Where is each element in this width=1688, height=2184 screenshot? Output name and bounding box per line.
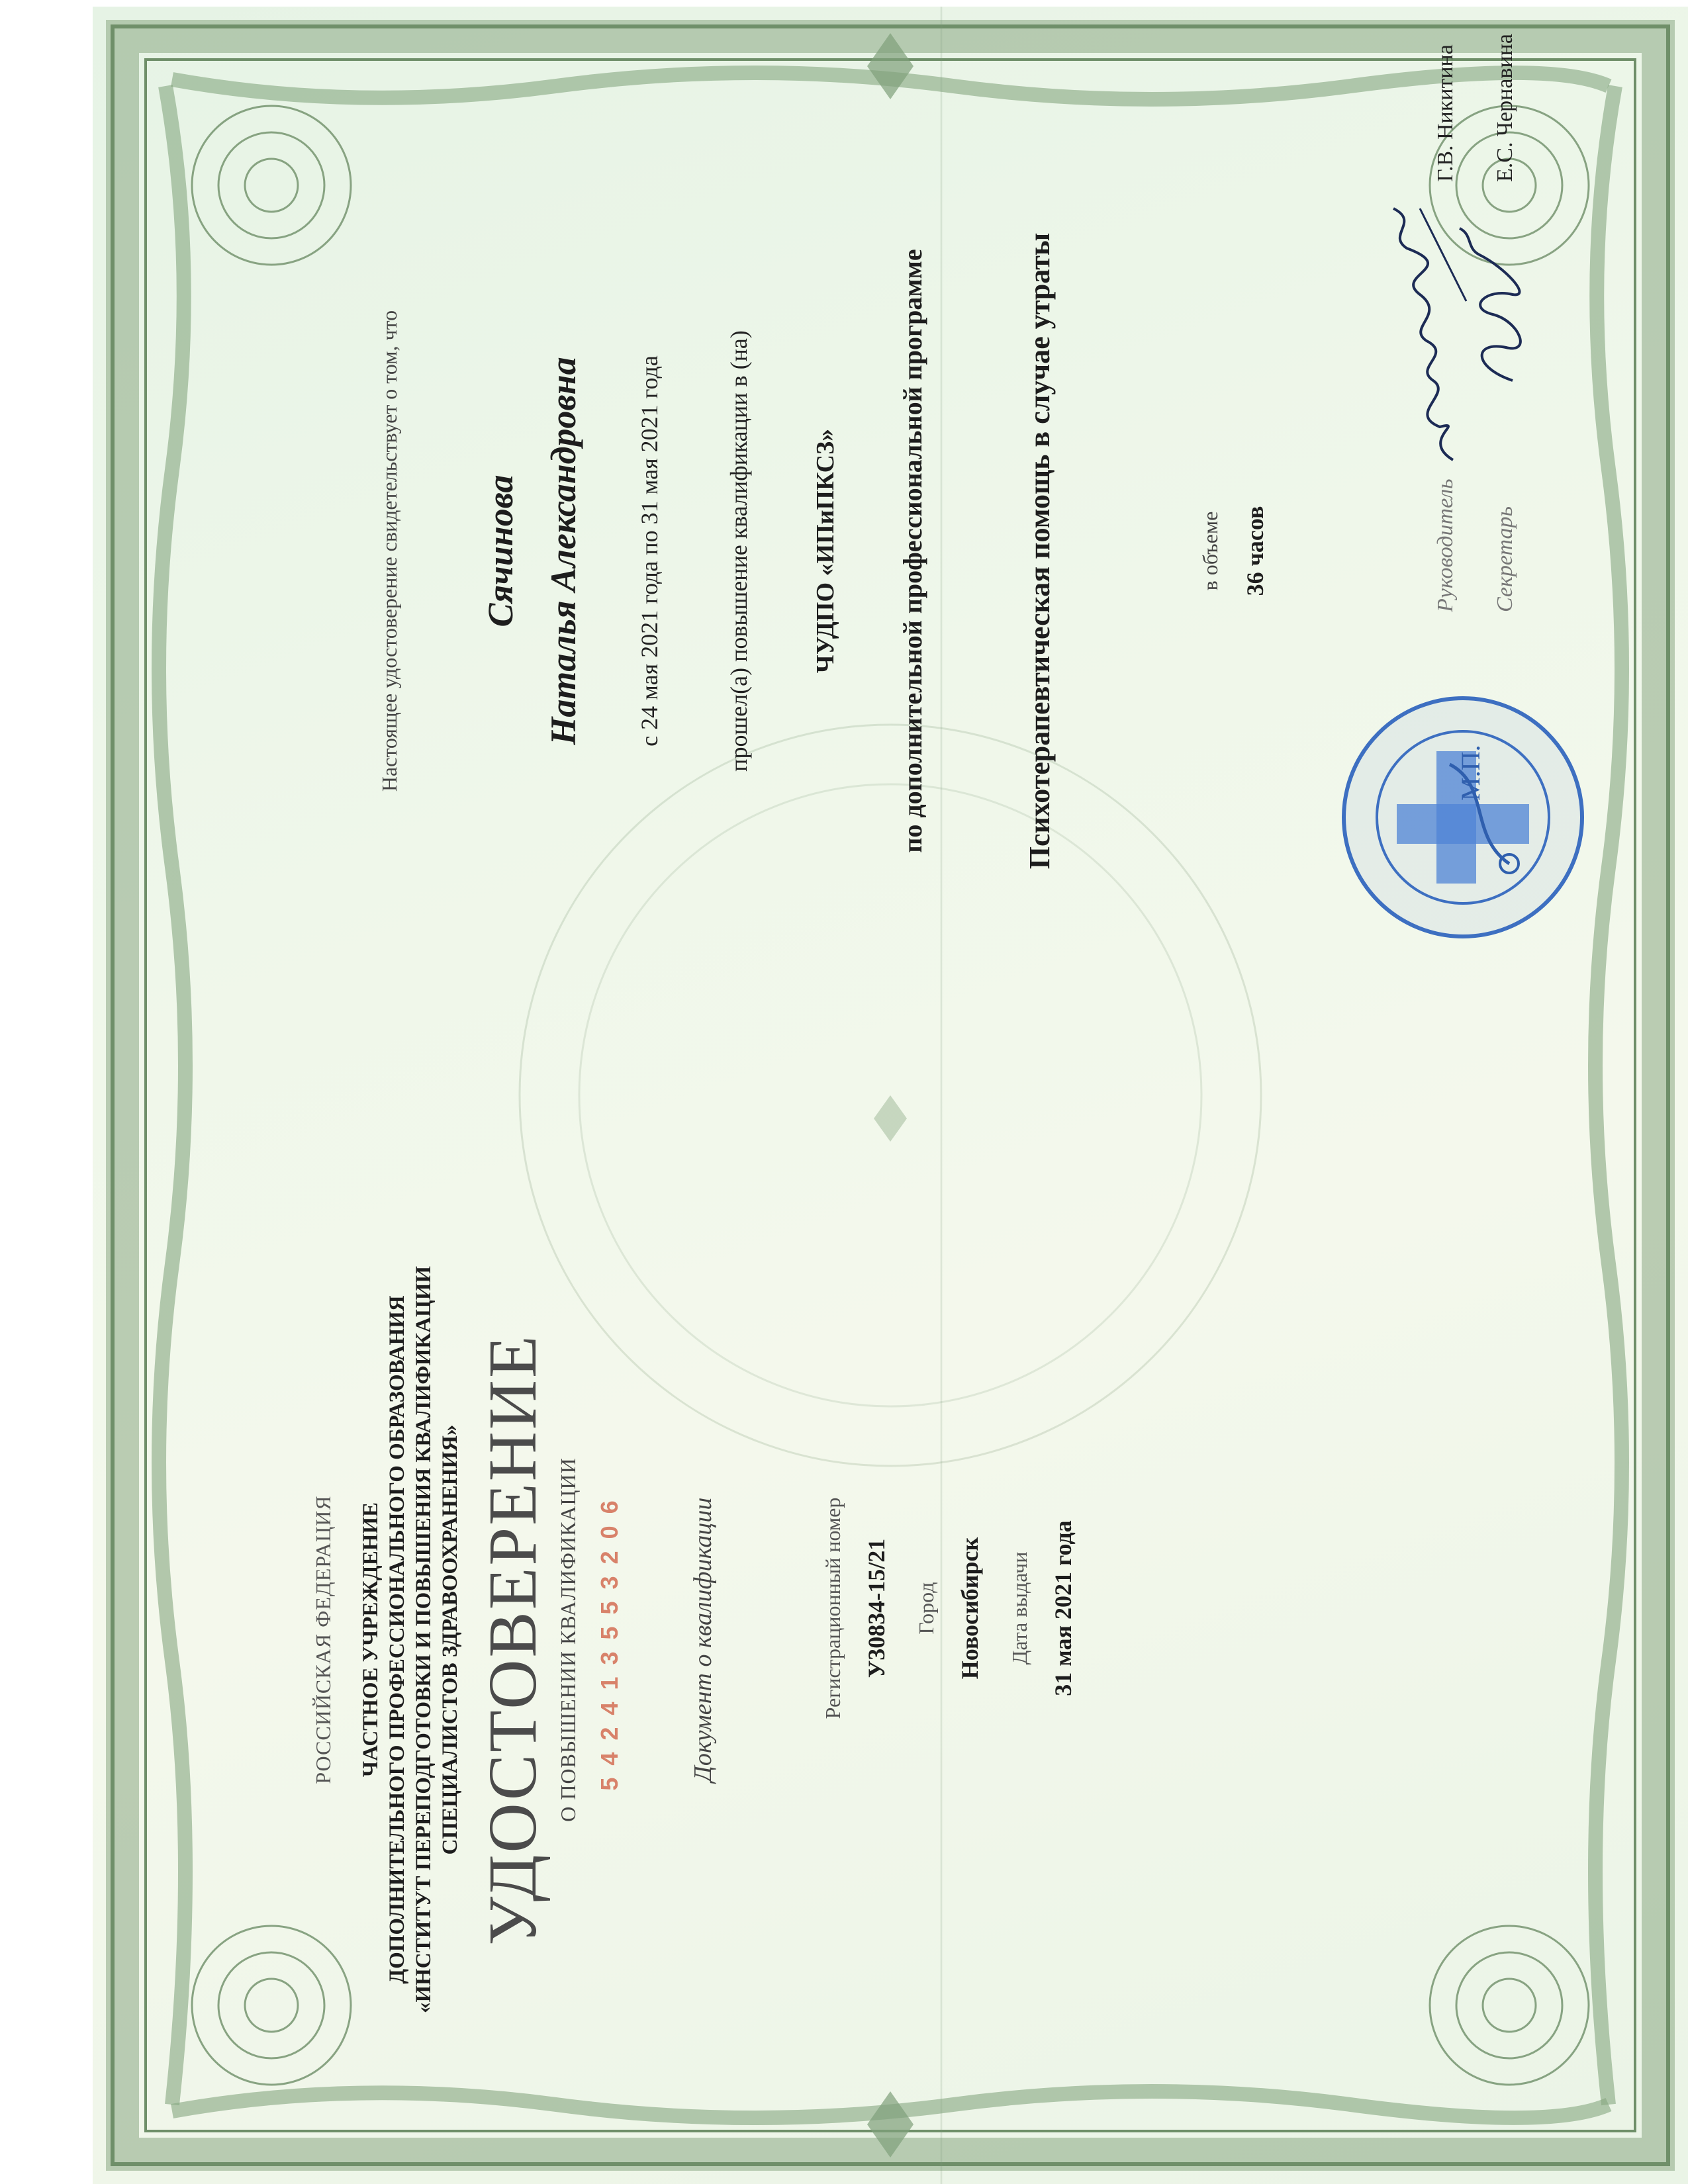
org-line: «ИНСТИТУТ ПЕРЕПОДГОТОВКИ И ПОВЫШЕНИЯ КВАЛИФИКАЦИИ: [412, 1265, 436, 2014]
org-line: ДОПОЛНИТЕЛЬНОГО ПРОФЕССИОНАЛЬНОГО ОБРАЗОВАНИЯ: [385, 1295, 409, 1984]
reg-number-value: У30834-15/21: [863, 1538, 890, 1678]
issue-date-value: 31 мая 2021 года: [1050, 1520, 1076, 1696]
certificate-sheet: [93, 7, 1688, 2184]
secretary-signature-row: [1493, 17, 1532, 612]
secretary-name: Е.С. Чернавина: [1493, 34, 1517, 182]
city-label: Город: [914, 1582, 938, 1635]
hours-value: 36 часов: [1242, 506, 1268, 596]
head-name: Г.В. Никитина: [1433, 44, 1458, 182]
program-label: по дополнительной профессиональной программе: [898, 249, 927, 853]
institution-name: ЧУДПО «ИПиПКСЗ»: [812, 428, 839, 674]
secretary-role: Секретарь: [1493, 506, 1517, 612]
country-label: РОССИЙСКАЯ ФЕДЕРАЦИЯ: [311, 1495, 335, 1784]
cover-page: [93, 1095, 1688, 2184]
passed-text: прошел(а) повышение квалификации в (на): [726, 330, 752, 772]
holder-surname: Сячинова: [481, 475, 520, 627]
blank-number: 542413553206: [596, 1488, 623, 1791]
program-name: Психотерапевтическая помощь в случае утраты: [1023, 232, 1056, 870]
document-title: УДОСТОВЕРЕНИЕ: [475, 1334, 551, 1946]
head-role: Руководитель: [1433, 478, 1458, 612]
volume-label: в объеме: [1198, 511, 1222, 591]
city-value: Новосибирск: [957, 1537, 983, 1680]
content-page: [93, 7, 1688, 1095]
document-type: Документ о квалификации: [689, 1497, 717, 1782]
registration-block: [821, 1377, 1077, 1840]
holder-name: Наталья Александровна: [543, 357, 583, 745]
org-line: ЧАСТНОЕ УЧРЕЖДЕНИЕ: [359, 1502, 383, 1778]
official-stamp: [1337, 692, 1589, 943]
stamp-mp: М.П.: [1456, 745, 1485, 801]
secretary-signature: [1446, 222, 1539, 394]
intro-text: Настоящее удостоверение свидетельствует о том, что: [377, 310, 401, 792]
issue-date-label: Дата выдачи: [1008, 1551, 1031, 1665]
reg-number-label: Регистрационный номер: [821, 1497, 845, 1719]
document-frame: [93, 7, 1688, 2184]
training-period: с 24 мая 2021 года по 31 мая 2021 года: [636, 355, 663, 747]
document-subtitle: О ПОВЫШЕНИИ КВАЛИФИКАЦИИ: [556, 1457, 580, 1822]
organization-name: [357, 1095, 463, 2184]
org-line: СПЕЦИАЛИСТОВ ЗДРАВООХРАНЕНИЯ»: [438, 1424, 462, 1855]
